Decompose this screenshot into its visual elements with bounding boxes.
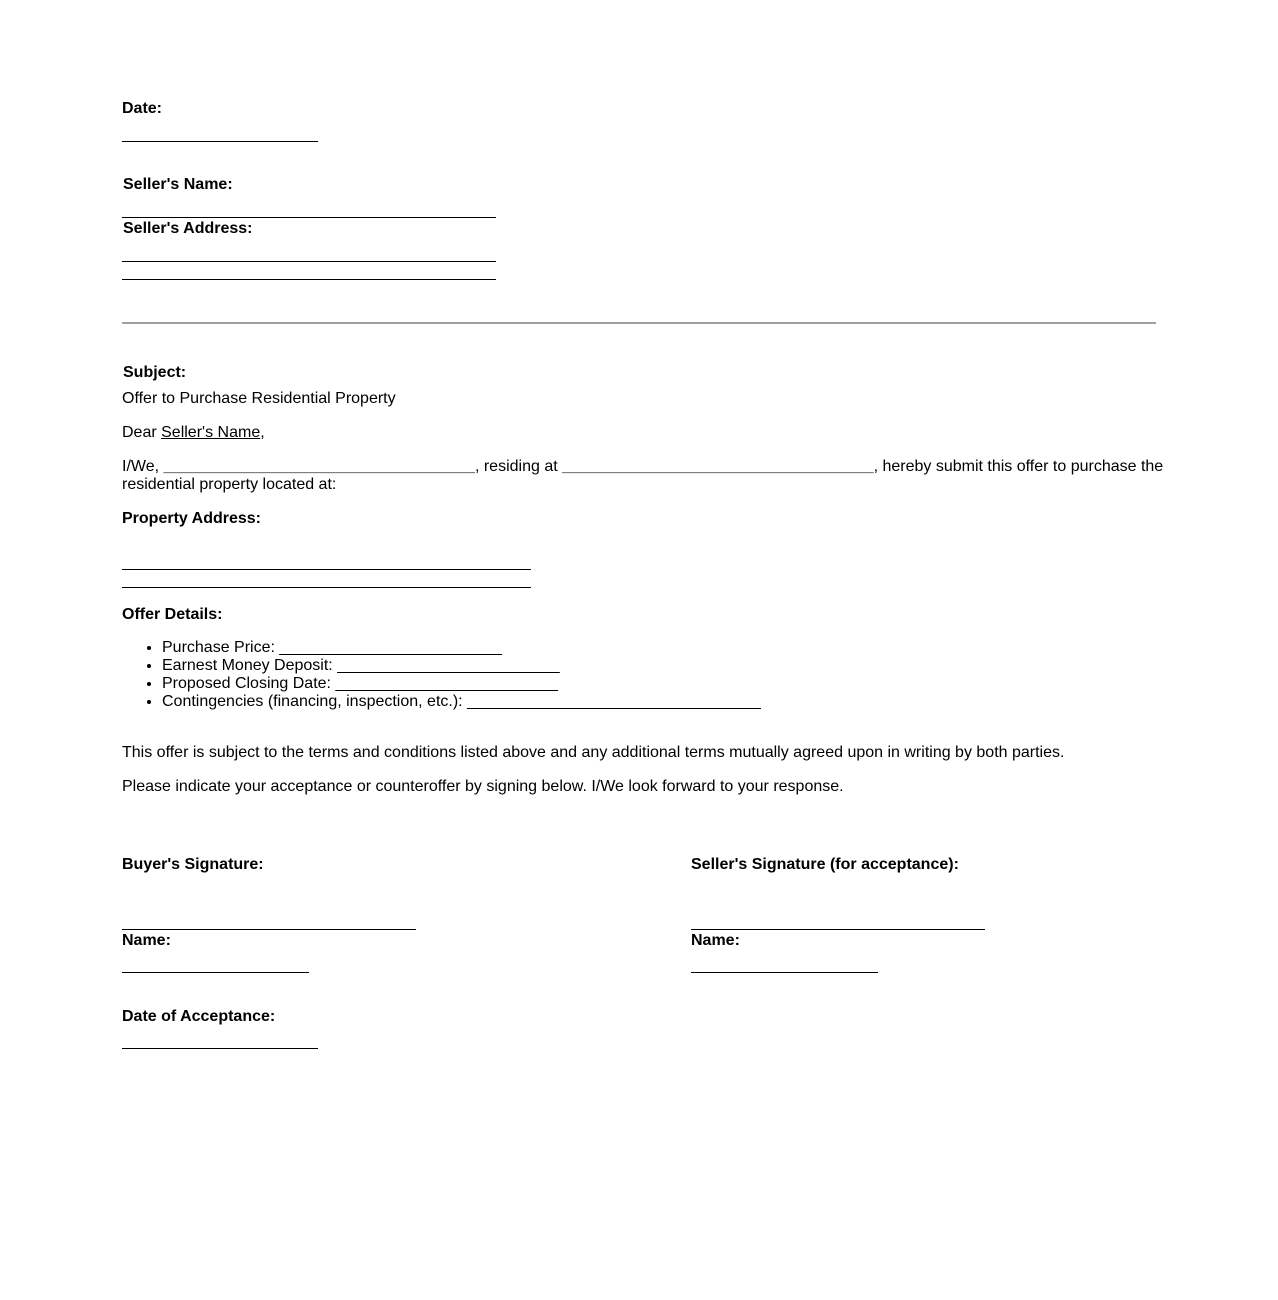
property-address-label: Property Address:: [122, 510, 261, 527]
offer-details-list: [122, 639, 761, 711]
seller-address-line-2[interactable]: [122, 279, 496, 280]
date-of-acceptance-line[interactable]: [122, 1048, 318, 1049]
date-label: Date:: [122, 100, 163, 117]
offer-item-label: Purchase Price:: [162, 639, 280, 656]
intro-text-line2: residential property located at:: [122, 476, 337, 493]
intro-text-2: , residing at: [474, 458, 563, 475]
offer-item-closing-date: [162, 675, 761, 693]
subject-text: Offer to Purchase Residential Property: [122, 390, 396, 407]
seller-name-line[interactable]: [691, 972, 878, 973]
earnest-money-blank[interactable]: _________________________: [337, 657, 560, 674]
property-address-line-1[interactable]: [122, 569, 531, 570]
offer-item-contingencies: [162, 693, 761, 711]
seller-name-label: Seller's Name:: [123, 176, 233, 193]
buyer-address-blank[interactable]: ___________________________________: [562, 458, 874, 475]
seller-name-label: Name:: [691, 932, 740, 949]
buyer-name-label: Name:: [122, 932, 171, 949]
intro-text-3: , hereby submit this offer to purchase the: [873, 458, 1164, 475]
section-divider: [122, 322, 1156, 324]
seller-signature-line[interactable]: [691, 929, 985, 930]
offer-details-label: Offer Details:: [122, 606, 223, 623]
closing-date-blank[interactable]: _________________________: [335, 675, 558, 692]
purchase-price-blank[interactable]: _________________________: [279, 639, 502, 656]
seller-signature-label: Seller's Signature (for acceptance):: [691, 856, 959, 873]
buyer-name-line[interactable]: [122, 972, 309, 973]
buyer-signature-label: Buyer's Signature:: [122, 856, 264, 873]
offer-item-label: Earnest Money Deposit:: [162, 657, 338, 674]
date-of-acceptance-label: Date of Acceptance:: [122, 1008, 276, 1025]
intro-text-1: I/We,: [122, 458, 164, 475]
intro-paragraph: [122, 458, 1163, 494]
offer-item-earnest-money: [162, 657, 761, 675]
salutation-prefix: Dear: [122, 424, 162, 441]
contingencies-blank[interactable]: _________________________________: [467, 693, 761, 710]
salutation: [122, 424, 265, 442]
offer-item-purchase-price: [162, 639, 761, 657]
buyer-signature-line[interactable]: [122, 929, 416, 930]
salutation-seller-name: Seller's Name: [161, 424, 261, 441]
seller-address-line-1[interactable]: [122, 261, 496, 262]
seller-name-blank-line[interactable]: [122, 217, 496, 218]
salutation-suffix: ,: [260, 424, 265, 441]
seller-address-label: Seller's Address:: [123, 220, 253, 237]
offer-item-label: Contingencies (financing, inspection, etc.):: [162, 693, 468, 710]
offer-item-label: Proposed Closing Date:: [162, 675, 336, 692]
terms-paragraph: This offer is subject to the terms and conditions listed above and any additional terms mutually agreed upon in writing by both parties.: [122, 744, 1065, 761]
buyer-name-blank[interactable]: ___________________________________: [163, 458, 475, 475]
property-address-line-2[interactable]: [122, 587, 531, 588]
closing-paragraph: Please indicate your acceptance or counteroffer by signing below. I/We look forward to your response.: [122, 778, 844, 795]
subject-label: Subject:: [123, 364, 187, 381]
date-blank-line[interactable]: [122, 141, 318, 142]
